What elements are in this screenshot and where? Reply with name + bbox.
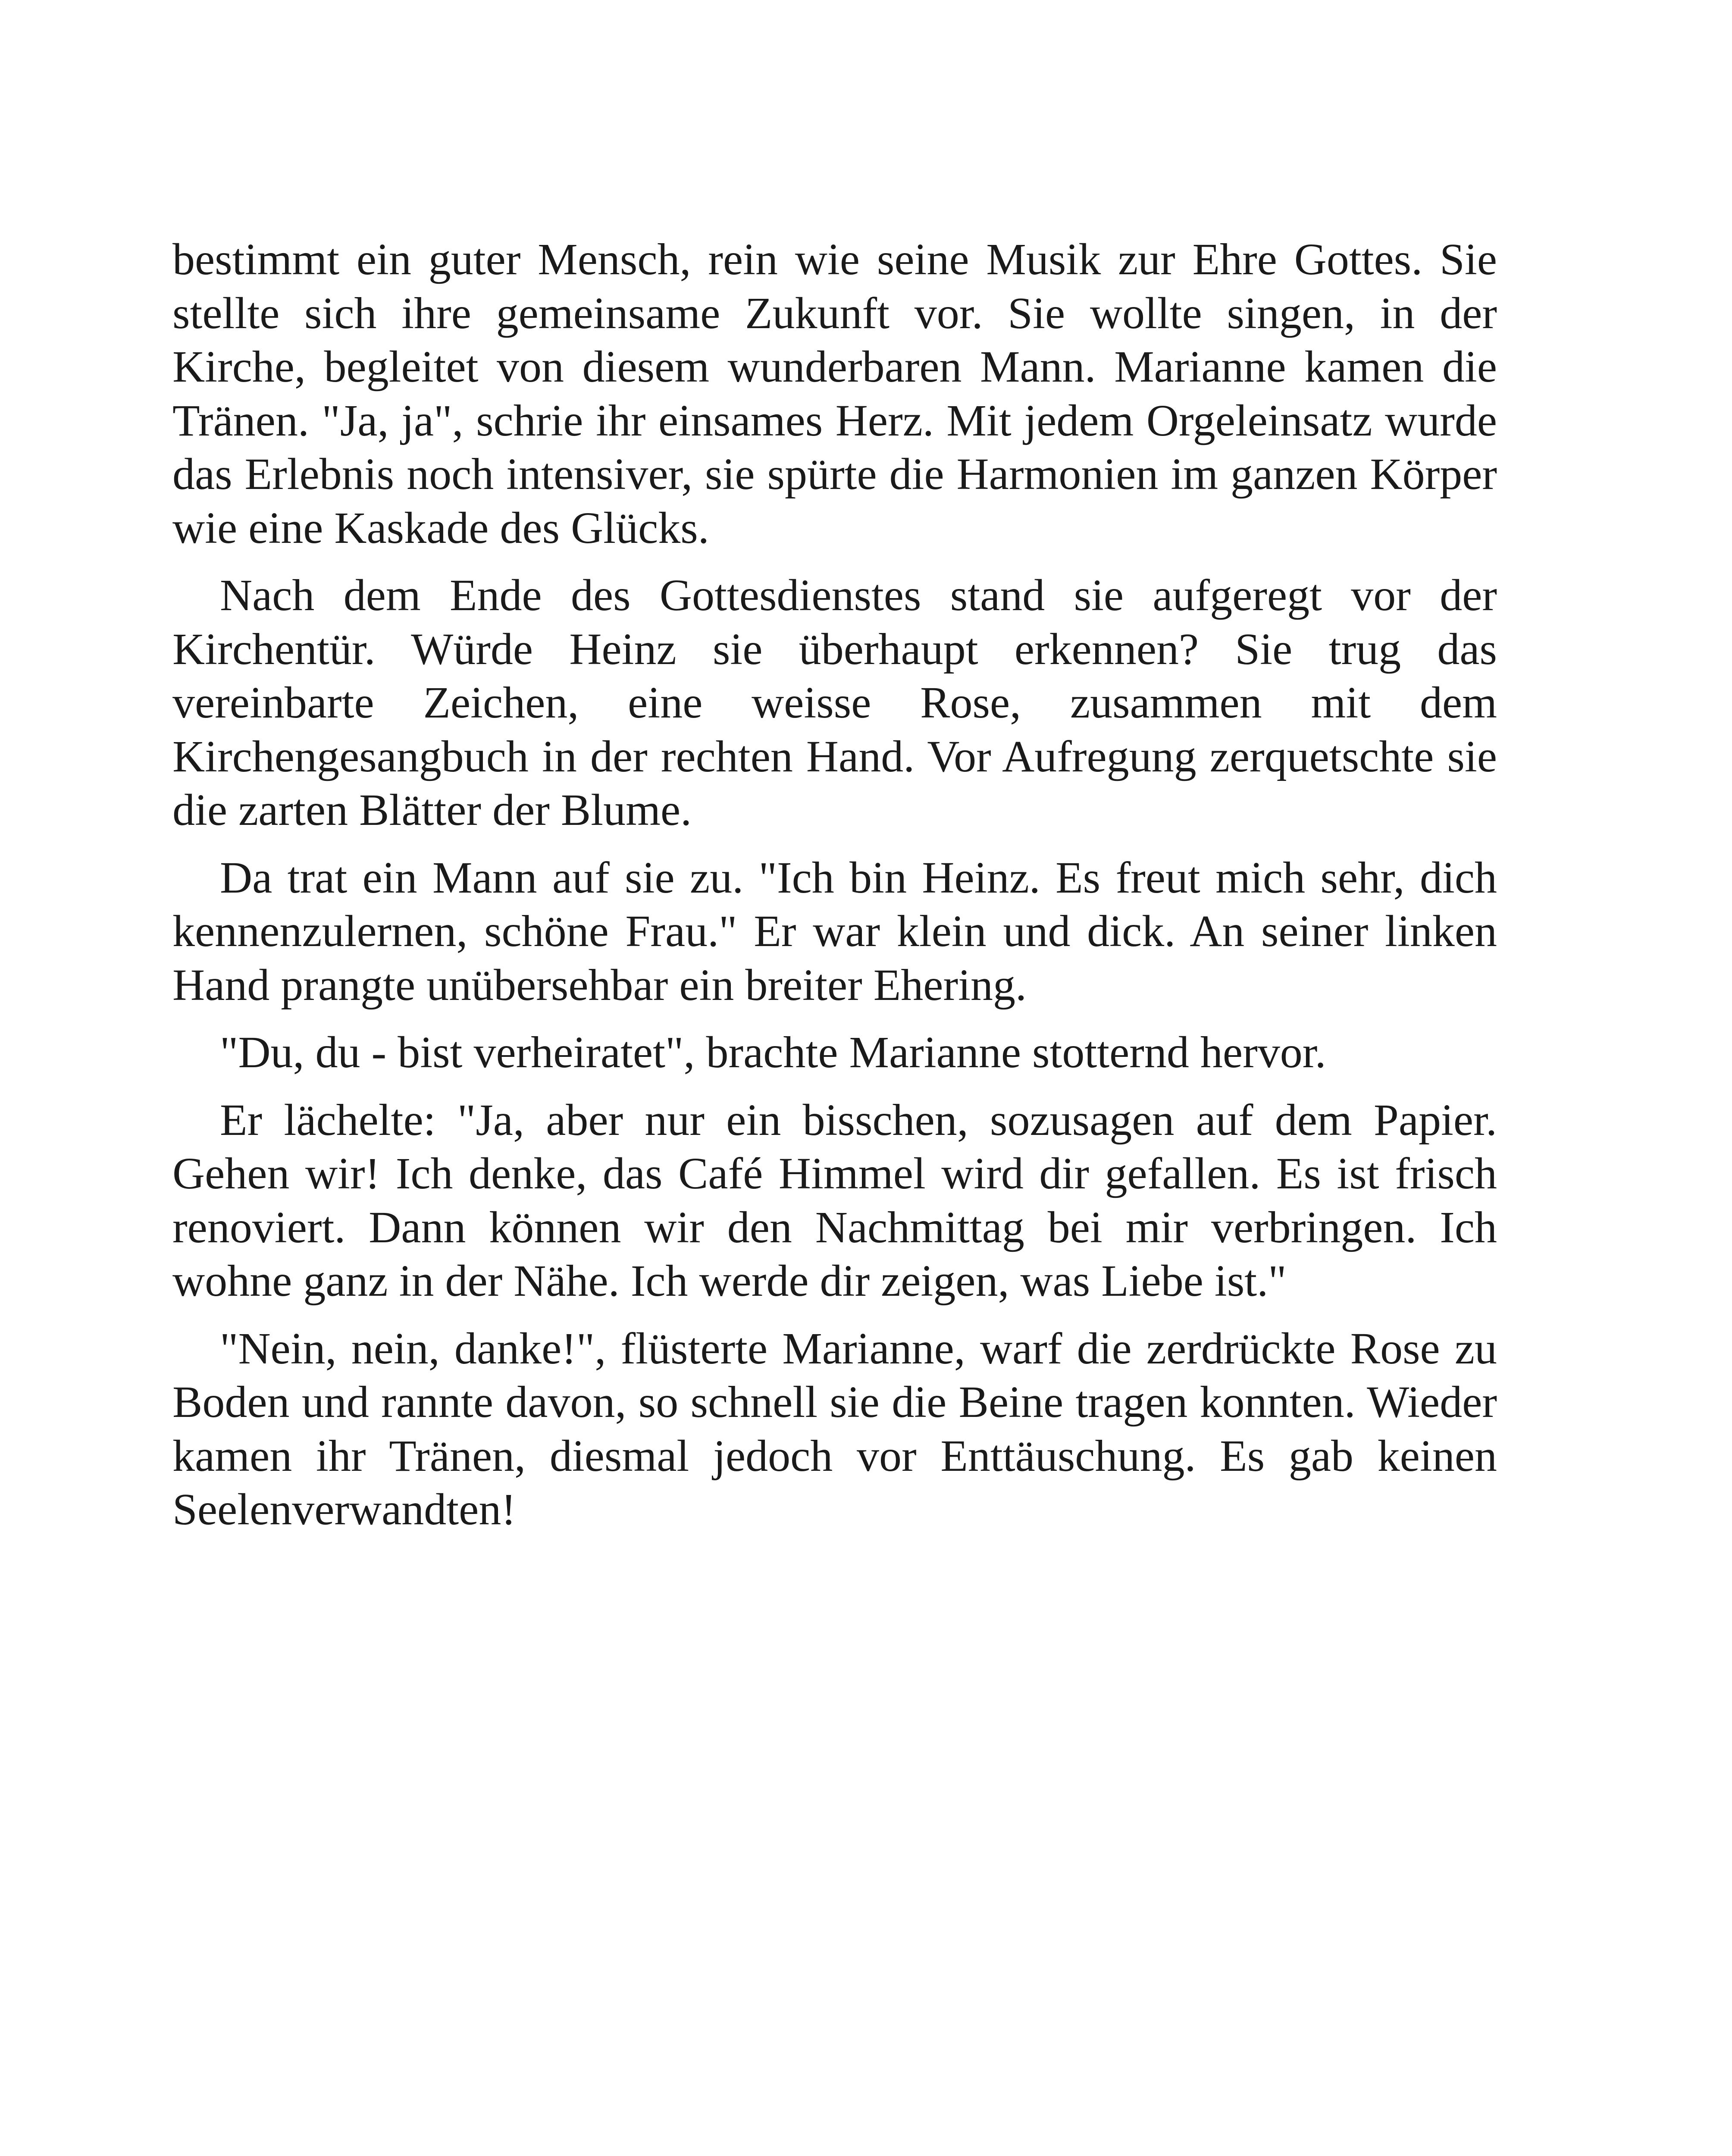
paragraph-2: Nach dem Ende des Gottesdienstes stand sie aufgeregt vor der Kirchentür. Würde Heinz sie überhaupt erkennen? Sie trug das vereinbarte Zeichen, eine weisse Rose, zusammen mit dem Kirchengesangbuch in der rechten Hand. Vor Aufregung zerquetschte sie die zarten Blätter der Blume. [172, 570, 1497, 835]
body-text [172, 233, 1497, 1551]
paragraph-5: Er lächelte: "Ja, aber nur ein bisschen, sozusagen auf dem Papier. Gehen wir! Ich denke, das Café Himmel wird dir gefallen. Es ist frisch renoviert. Dann können wir den Nachmittag bei mir verbringen. Ich wohne ganz in der Nähe. Ich werde dir zeigen, was Liebe ist." [172, 1095, 1497, 1306]
paragraph-3: Da trat ein Mann auf sie zu. "Ich bin Heinz. Es freut mich sehr, dich kennenzulernen, schöne Frau." Er war klein und dick. An seiner linken Hand prangte unübersehbar ein breiter Ehering. [172, 852, 1497, 1010]
paragraph-1: bestimmt ein guter Mensch, rein wie seine Musik zur Ehre Gottes. Sie stellte sich ihre gemeinsame Zukunft vor. Sie wollte singen, in der Kirche, begleitet von diesem wunderbaren Mann. Marianne kamen die Tränen. "Ja, ja", schrie ihr einsames Herz. Mit jedem Orgeleinsatz wurde das Erlebnis noch intensiver, sie spürte die Harmonien im ganzen Körper wie eine Kaskade des Glücks. [172, 235, 1497, 553]
paragraph-6: "Nein, nein, danke!", flüsterte Marianne, warf die zerdrückte Rose zu Boden und rannte davon, so schnell sie die Beine tragen konnten. Wieder kamen ihr Tränen, diesmal jedoch vor Enttäuschung. Es gab keinen Seelenverwandten! [172, 1323, 1497, 1534]
paragraph-4: "Du, du - bist verheiratet", brachte Marianne stotternd hervor. [220, 1028, 1326, 1077]
